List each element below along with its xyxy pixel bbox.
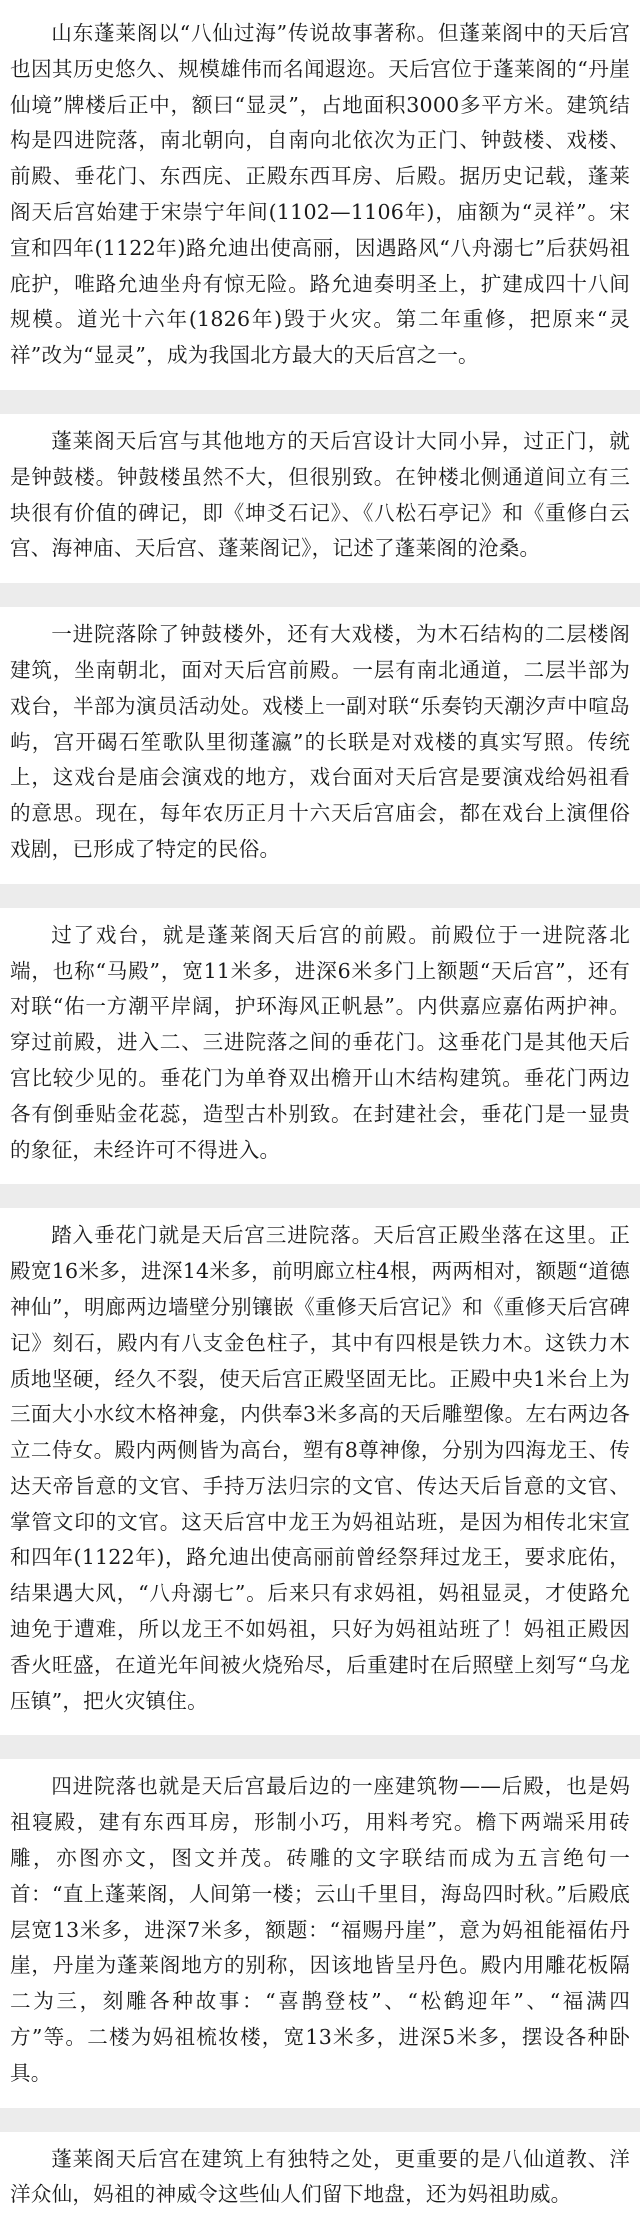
paragraph-conclusion: 蓬莱阁天后宫在建筑上有独特之处，更重要的是八仙道教、洋洋众仙，妈祖的神威令这些仙人们留下地盘，还为妈祖助威。	[10, 2146, 630, 2207]
paragraph-divider	[0, 884, 640, 908]
paragraph-divider	[0, 1735, 640, 1759]
paragraph-main-hall: 踏入垂花门就是天后宫三进院落。天后宫正殿坐落在这里。正殿宽16米多，进深14米多，前明廊立柱4根，两两相对，额题“道德神仙”，明廊两边墙壁分别镶嵌《重修天后宫记》和《重修天后宫碑记》刻石，殿内有八支金色柱子，其中有四根是铁力木。这铁力木质地坚硬，经久不裂，使天后宫正殿坚固无比。正殿中央1米台上为三面大小水纹木格神龛，内供奉3米多高的天后雕塑像。左右两边各立二侍女。殿内两侧皆为高台，塑有8尊神像，分别为四海龙王、传达天帝旨意的文官、手持万法归宗的文官、传达天后旨意的文官、掌管文印的文官。这天后宫中龙王为妈祖站班，是因为相传北宋宣和四年(1122年)，路允迪出使高丽前曾经祭拜过龙王，要求庇佑，结果遇大风，“八舟溺七”。后来只有求妈祖，妈祖显灵，才使路允迪免于遭难，所以龙王不如妈祖，只好为妈祖站班了！妈祖正殿因香火旺盛，在道光年间被火烧殆尽，后重建时在后照壁上刻写“乌龙压镇”，把火灾镇住。	[10, 1223, 630, 1713]
paragraph-rear-hall: 四进院落也就是天后宫最后边的一座建筑物——后殿，也是妈祖寝殿，建有东西耳房，形制小巧，用料考究。檐下两端采用砖雕，亦图亦文，图文并茂。砖雕的文字联结而成为五言绝句一首：“直上蓬莱阁，人间第一楼；云山千里目，海岛四时秋。”后殿底层宽13米多，进深7米多，额题：“福赐丹崖”，意为妈祖能福佑丹崖，丹崖为蓬莱阁地方的别称，因该地皆呈丹色。殿内用雕花板隔二为三，刻雕各种故事：“喜鹊登枝”、“松鹤迎年”、“福满四方”等。二楼为妈祖梳妆楼，宽13米多，进深5米多，摆设各种卧具。	[10, 1774, 630, 2085]
paragraph-front-hall: 过了戏台，就是蓬莱阁天后宫的前殿。前殿位于一进院落北端，也称“马殿”，宽11米多，进深6米多门上额题“天后宫”，还有对联“佑一方潮平岸阔，护环海风正帆悬”。内供嘉应嘉佑两护神。穿过前殿，进入二、三进院落之间的垂花门。这垂花门是其他天后宫比较少见的。垂花门为单脊双出檐开山木结构建筑。垂花门两边各有倒垂贴金花蕊，造型古朴别致。在封建社会，垂花门是一显贵的象征，未经许可不得进入。	[10, 922, 630, 1162]
paragraph-divider	[0, 2108, 640, 2132]
article-section	[0, 414, 640, 583]
article-section	[0, 1759, 640, 2107]
article-section	[0, 1208, 640, 1735]
paragraph-opera-stage: 一进院落除了钟鼓楼外，还有大戏楼，为木石结构的二层楼阁建筑，坐南朝北，面对天后宫前殿。一层有南北通道，二层半部为戏台，半部为演员活动处。戏楼上一副对联“乐奏钧天潮汐声中喧岛屿，宫开碣石笙歌队里彻蓬瀛”的长联是对戏楼的真实写照。传统上，这戏台是庙会演戏的地方，戏台面对天后宫是要演戏给妈祖看的意思。现在，每年农历正月十六天后宫庙会，都在戏台上演俚俗戏剧，已形成了特定的民俗。	[10, 622, 630, 861]
article-section	[0, 607, 640, 884]
paragraph-bell-drum-tower: 蓬莱阁天后宫与其他地方的天后宫设计大同小异，过正门，就是钟鼓楼。钟鼓楼虽然不大，但很别致。在钟楼北侧通道间立有三块很有价值的碑记，即《坤爻石记》、《八松石亭记》和《重修白云宫、海神庙、天后宫、蓬莱阁记》，记述了蓬莱阁的沧桑。	[10, 428, 630, 561]
paragraph-divider	[0, 1184, 640, 1208]
article-section	[0, 2132, 640, 2229]
article-section	[0, 6, 640, 390]
article-section	[0, 908, 640, 1185]
paragraph-divider	[0, 390, 640, 414]
paragraph-divider	[0, 583, 640, 607]
paragraph-history: 山东蓬莱阁以“八仙过海”传说故事著称。但蓬莱阁中的天后宫也因其历史悠久、规模雄伟而名闻遐迩。天后宫位于蓬莱阁的“丹崖仙境”牌楼后正中，额曰“显灵”，占地面积3000多平方米。建筑结构是四进院落，南北朝向，自南向北依次为正门、钟鼓楼、戏楼、前殿、垂花门、东西庑、正殿东西耳房、后殿。据历史记载，蓬莱阁天后宫始建于宋崇宁年间(1102—1106年)，庙额为“灵祥”。宋宣和四年(1122年)路允迪出使高丽，因遇路风“八舟溺七”后获妈祖庇护，唯路允迪坐舟有惊无险。路允迪奏明圣上，扩建成四十八间规模。道光十六年(1826年)毁于火灾。第二年重修，把原来“灵祥”改为“显灵”，成为我国北方最大的天后宫之一。	[10, 21, 630, 368]
